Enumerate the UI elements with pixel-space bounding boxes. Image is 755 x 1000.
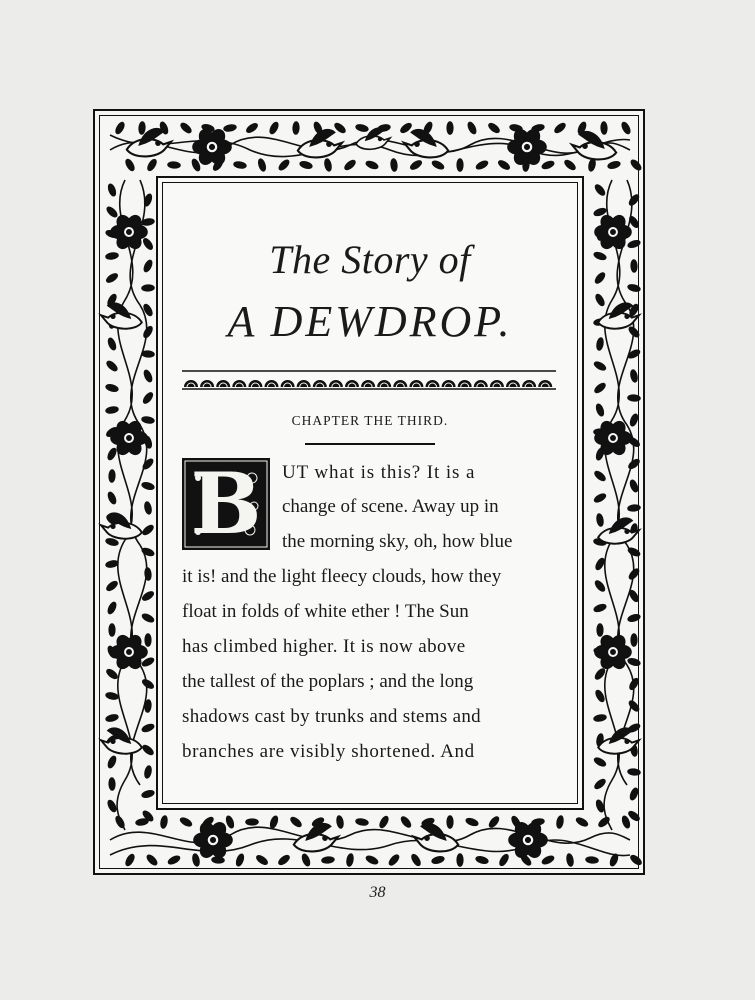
leaf-ornament <box>593 603 606 612</box>
leaf-ornament <box>107 337 117 350</box>
leaf-ornament <box>457 159 463 171</box>
leaf-ornament <box>475 856 488 865</box>
leaf-ornament <box>595 799 604 812</box>
leaf-ornament <box>125 853 136 866</box>
leaf-ornament <box>400 122 413 134</box>
body-line-3: the morning sky, oh, how blue <box>282 531 513 552</box>
leaf-ornament <box>115 815 126 828</box>
leaf-ornament <box>115 121 126 134</box>
leaf-ornament <box>141 547 154 557</box>
leaf-ornament <box>627 658 640 667</box>
leaf-ornament <box>142 285 154 291</box>
leaf-ornament <box>142 238 154 251</box>
leaf-ornament <box>365 855 378 865</box>
leaf-ornament <box>106 206 119 218</box>
leaf-ornament <box>431 856 444 865</box>
body-line-8: shadows cast by trunks and stems and <box>182 706 481 727</box>
leaf-ornament <box>630 370 638 383</box>
leaf-ornament <box>593 361 606 372</box>
page-number: 38 <box>369 884 386 901</box>
leaf-ornament <box>598 816 611 828</box>
leaf-ornament <box>447 816 453 828</box>
body-line-6: has climbed higher. It is now above <box>182 636 466 657</box>
leaf-ornament <box>144 502 152 515</box>
leaf-ornament <box>324 159 332 172</box>
leaf-ornament <box>467 121 477 134</box>
leaf-ornament <box>356 124 369 132</box>
leaf-ornament <box>594 580 606 593</box>
body-line-9: branches are visibly shortened. And <box>182 741 475 762</box>
leaf-ornament <box>498 853 509 866</box>
leaf-ornament <box>334 122 347 134</box>
leaf-ornament <box>391 159 398 172</box>
leaf-ornament <box>105 272 118 283</box>
leaf-ornament <box>629 787 639 800</box>
title-line-2: A DEWDROP. <box>227 297 513 346</box>
leaf-ornament <box>109 624 115 636</box>
leaf-ornament <box>596 514 604 527</box>
leaf-ornament <box>257 158 266 171</box>
leaf-ornament <box>143 369 153 382</box>
leaf-ornament <box>278 159 290 172</box>
drop-cap <box>182 454 270 553</box>
bird-ornament <box>572 132 616 159</box>
leaf-ornament <box>631 634 637 646</box>
leaf-ornament <box>145 568 152 581</box>
body-line-7: the tallest of the poplars ; and the long <box>182 671 474 692</box>
leaf-ornament <box>107 601 117 614</box>
leaf-ornament <box>595 689 606 702</box>
leaf-ornament <box>586 857 599 864</box>
leaf-ornament <box>106 580 119 592</box>
leaf-ornament <box>447 122 453 134</box>
leaf-ornament <box>365 160 378 170</box>
leaf-ornament <box>607 161 620 170</box>
leaf-ornament <box>105 384 118 393</box>
rose-ornament <box>595 633 631 670</box>
leaf-ornament <box>595 293 606 306</box>
rose-ornament <box>111 213 147 250</box>
leaf-ornament <box>628 589 639 602</box>
chapter-rule <box>305 443 435 445</box>
leaf-ornament <box>142 416 155 424</box>
body-line-4: it is! and the light fleecy clouds, how they <box>182 566 502 587</box>
leaf-ornament <box>141 723 154 733</box>
leaf-ornament <box>628 677 639 690</box>
scallop-mark <box>232 380 246 387</box>
leaf-ornament <box>141 678 154 689</box>
leaf-ornament <box>146 854 158 867</box>
rose-ornament <box>193 127 231 167</box>
leaf-ornament <box>594 470 607 482</box>
leaf-ornament <box>554 122 567 134</box>
leaf-ornament <box>141 657 154 668</box>
rose-ornament <box>508 127 546 167</box>
leaf-ornament <box>192 854 200 867</box>
leaf-ornament <box>609 853 619 866</box>
leaf-ornament <box>627 239 640 248</box>
leaf-ornament <box>594 382 607 394</box>
leaf-ornament <box>379 815 390 828</box>
leaf-ornament <box>235 853 244 866</box>
leaf-ornament <box>141 790 154 799</box>
leaf-ornament <box>142 744 155 756</box>
bird-ornament <box>294 824 338 851</box>
leaf-ornament <box>106 714 119 722</box>
leaf-ornament <box>594 272 606 285</box>
leaf-ornament <box>107 755 117 768</box>
leaf-ornament <box>142 218 155 225</box>
leaf-ornament <box>290 816 303 828</box>
leaf-ornament <box>593 757 606 768</box>
leaf-ornament <box>628 505 641 512</box>
leaf-ornament <box>629 479 639 492</box>
leaf-ornament <box>488 122 501 134</box>
leaf-ornament <box>269 815 278 828</box>
leaf-ornament <box>299 161 312 170</box>
leaf-ornament <box>278 854 291 866</box>
leaf-ornament <box>107 799 118 812</box>
leaf-ornament <box>344 159 357 171</box>
leaf-ornament <box>141 590 154 601</box>
leaf-ornament <box>142 351 154 357</box>
leaf-ornament <box>269 121 280 134</box>
leaf-ornament <box>107 491 117 504</box>
leaf-ornament <box>631 260 637 272</box>
leaf-ornament <box>144 766 152 779</box>
leaf-ornament <box>488 816 500 829</box>
bird-ornament <box>298 130 342 157</box>
rose-ornament <box>111 633 147 670</box>
leaf-ornament <box>541 160 554 170</box>
leaf-ornament <box>145 634 151 646</box>
leaf-ornament <box>465 817 478 826</box>
bird-ornament <box>101 303 142 328</box>
leaf-ornament <box>594 668 606 681</box>
leaf-ornament <box>400 816 412 829</box>
leaf-ornament <box>628 215 639 228</box>
leaf-ornament <box>621 815 630 828</box>
rose-ornament <box>194 820 232 860</box>
leaf-ornament <box>388 854 400 867</box>
leaf-ornament <box>301 853 311 866</box>
leaf-ornament <box>556 816 564 829</box>
leaf-ornament <box>107 183 116 196</box>
leaf-ornament <box>139 122 145 134</box>
leaf-ornament <box>107 447 118 460</box>
leaf-ornament <box>106 538 119 546</box>
leaf-ornament <box>356 818 369 826</box>
leaf-ornament <box>431 160 444 171</box>
leaf-ornament <box>142 524 155 536</box>
leaf-ornament <box>142 458 154 471</box>
leaf-ornament <box>566 854 574 867</box>
leaf-ornament <box>106 560 119 568</box>
bird-ornament <box>404 130 448 157</box>
leaf-ornament <box>597 624 603 636</box>
leaf-ornament <box>225 815 234 828</box>
drop-cap-letter: B <box>190 454 262 553</box>
leaf-ornament <box>594 184 606 197</box>
leaf-ornament <box>145 700 152 713</box>
leaf-ornament <box>410 853 421 866</box>
leaf-ornament <box>256 854 269 866</box>
leaf-ornament <box>627 547 640 557</box>
leaf-ornament <box>106 668 119 680</box>
leaf-ornament <box>246 122 259 134</box>
leaf-ornament <box>629 413 638 426</box>
leaf-ornament <box>628 568 640 581</box>
leaf-ornament <box>457 854 463 866</box>
leaf-ornament <box>109 470 115 482</box>
leaf-ornament <box>346 854 354 867</box>
leaf-ornament <box>141 613 154 624</box>
leaf-ornament <box>246 819 258 825</box>
scallop-mark <box>393 380 407 387</box>
leaf-ornament <box>630 854 643 866</box>
leaf-ornament <box>593 493 606 504</box>
leaf-ornament <box>179 817 192 828</box>
leaf-ornament <box>336 816 344 829</box>
leaf-ornament <box>627 614 640 623</box>
leaf-ornament <box>630 159 642 172</box>
leaf-ornament <box>621 121 632 134</box>
leaf-ornament <box>601 122 607 134</box>
leaf-ornament <box>146 158 157 171</box>
leaf-ornament <box>594 714 607 722</box>
leaf-ornament <box>628 458 641 470</box>
leaf-ornament <box>595 557 606 570</box>
leaf-ornament <box>322 857 335 864</box>
leaf-ornament <box>109 778 115 790</box>
leaf-ornament <box>106 252 119 259</box>
leaf-ornament <box>180 122 193 134</box>
leaf-ornament <box>628 395 640 401</box>
leaf-ornament <box>106 692 119 700</box>
leaf-ornament <box>497 159 510 170</box>
body-line-2: change of scene. Away up in <box>282 496 499 517</box>
leaf-ornament <box>106 406 119 414</box>
decorative-rule-band <box>182 370 556 390</box>
leaf-ornament <box>475 160 488 171</box>
chapter-heading: CHAPTER THE THIRD. <box>291 413 449 428</box>
leaf-ornament <box>160 816 168 829</box>
leaf-ornament <box>593 251 606 260</box>
leaf-ornament <box>142 325 153 338</box>
leaf-ornament <box>628 810 641 822</box>
leaf-ornament <box>588 159 596 172</box>
leaf-ornament <box>141 482 154 491</box>
leaf-ornament <box>409 159 422 170</box>
leaf-ornament <box>595 403 604 416</box>
leaf-ornament <box>143 259 153 272</box>
leaf-ornament <box>628 769 641 776</box>
leaf-ornament <box>224 124 237 132</box>
leaf-ornament <box>167 855 180 866</box>
leaf-ornament <box>628 326 640 339</box>
leaf-ornament <box>142 392 154 405</box>
leaf-ornament <box>168 162 180 168</box>
body-line-1: UT what is this? It is a <box>282 462 476 483</box>
leaf-ornament <box>564 159 577 171</box>
leaf-ornament <box>596 338 604 351</box>
rose-ornament <box>595 213 631 250</box>
leaf-ornament <box>234 161 247 169</box>
leaf-ornament <box>293 122 299 134</box>
leaf-ornament <box>628 284 641 292</box>
body-line-5: float in folds of white ether ! The Sun <box>182 601 469 622</box>
leaf-ornament <box>575 817 588 828</box>
leaf-ornament <box>541 855 554 865</box>
title-line-1: The Story of <box>269 237 471 282</box>
leaf-ornament <box>594 778 607 790</box>
leaf-ornament <box>106 360 119 372</box>
leaf-ornament <box>125 158 136 171</box>
leaf-ornament <box>628 194 640 207</box>
